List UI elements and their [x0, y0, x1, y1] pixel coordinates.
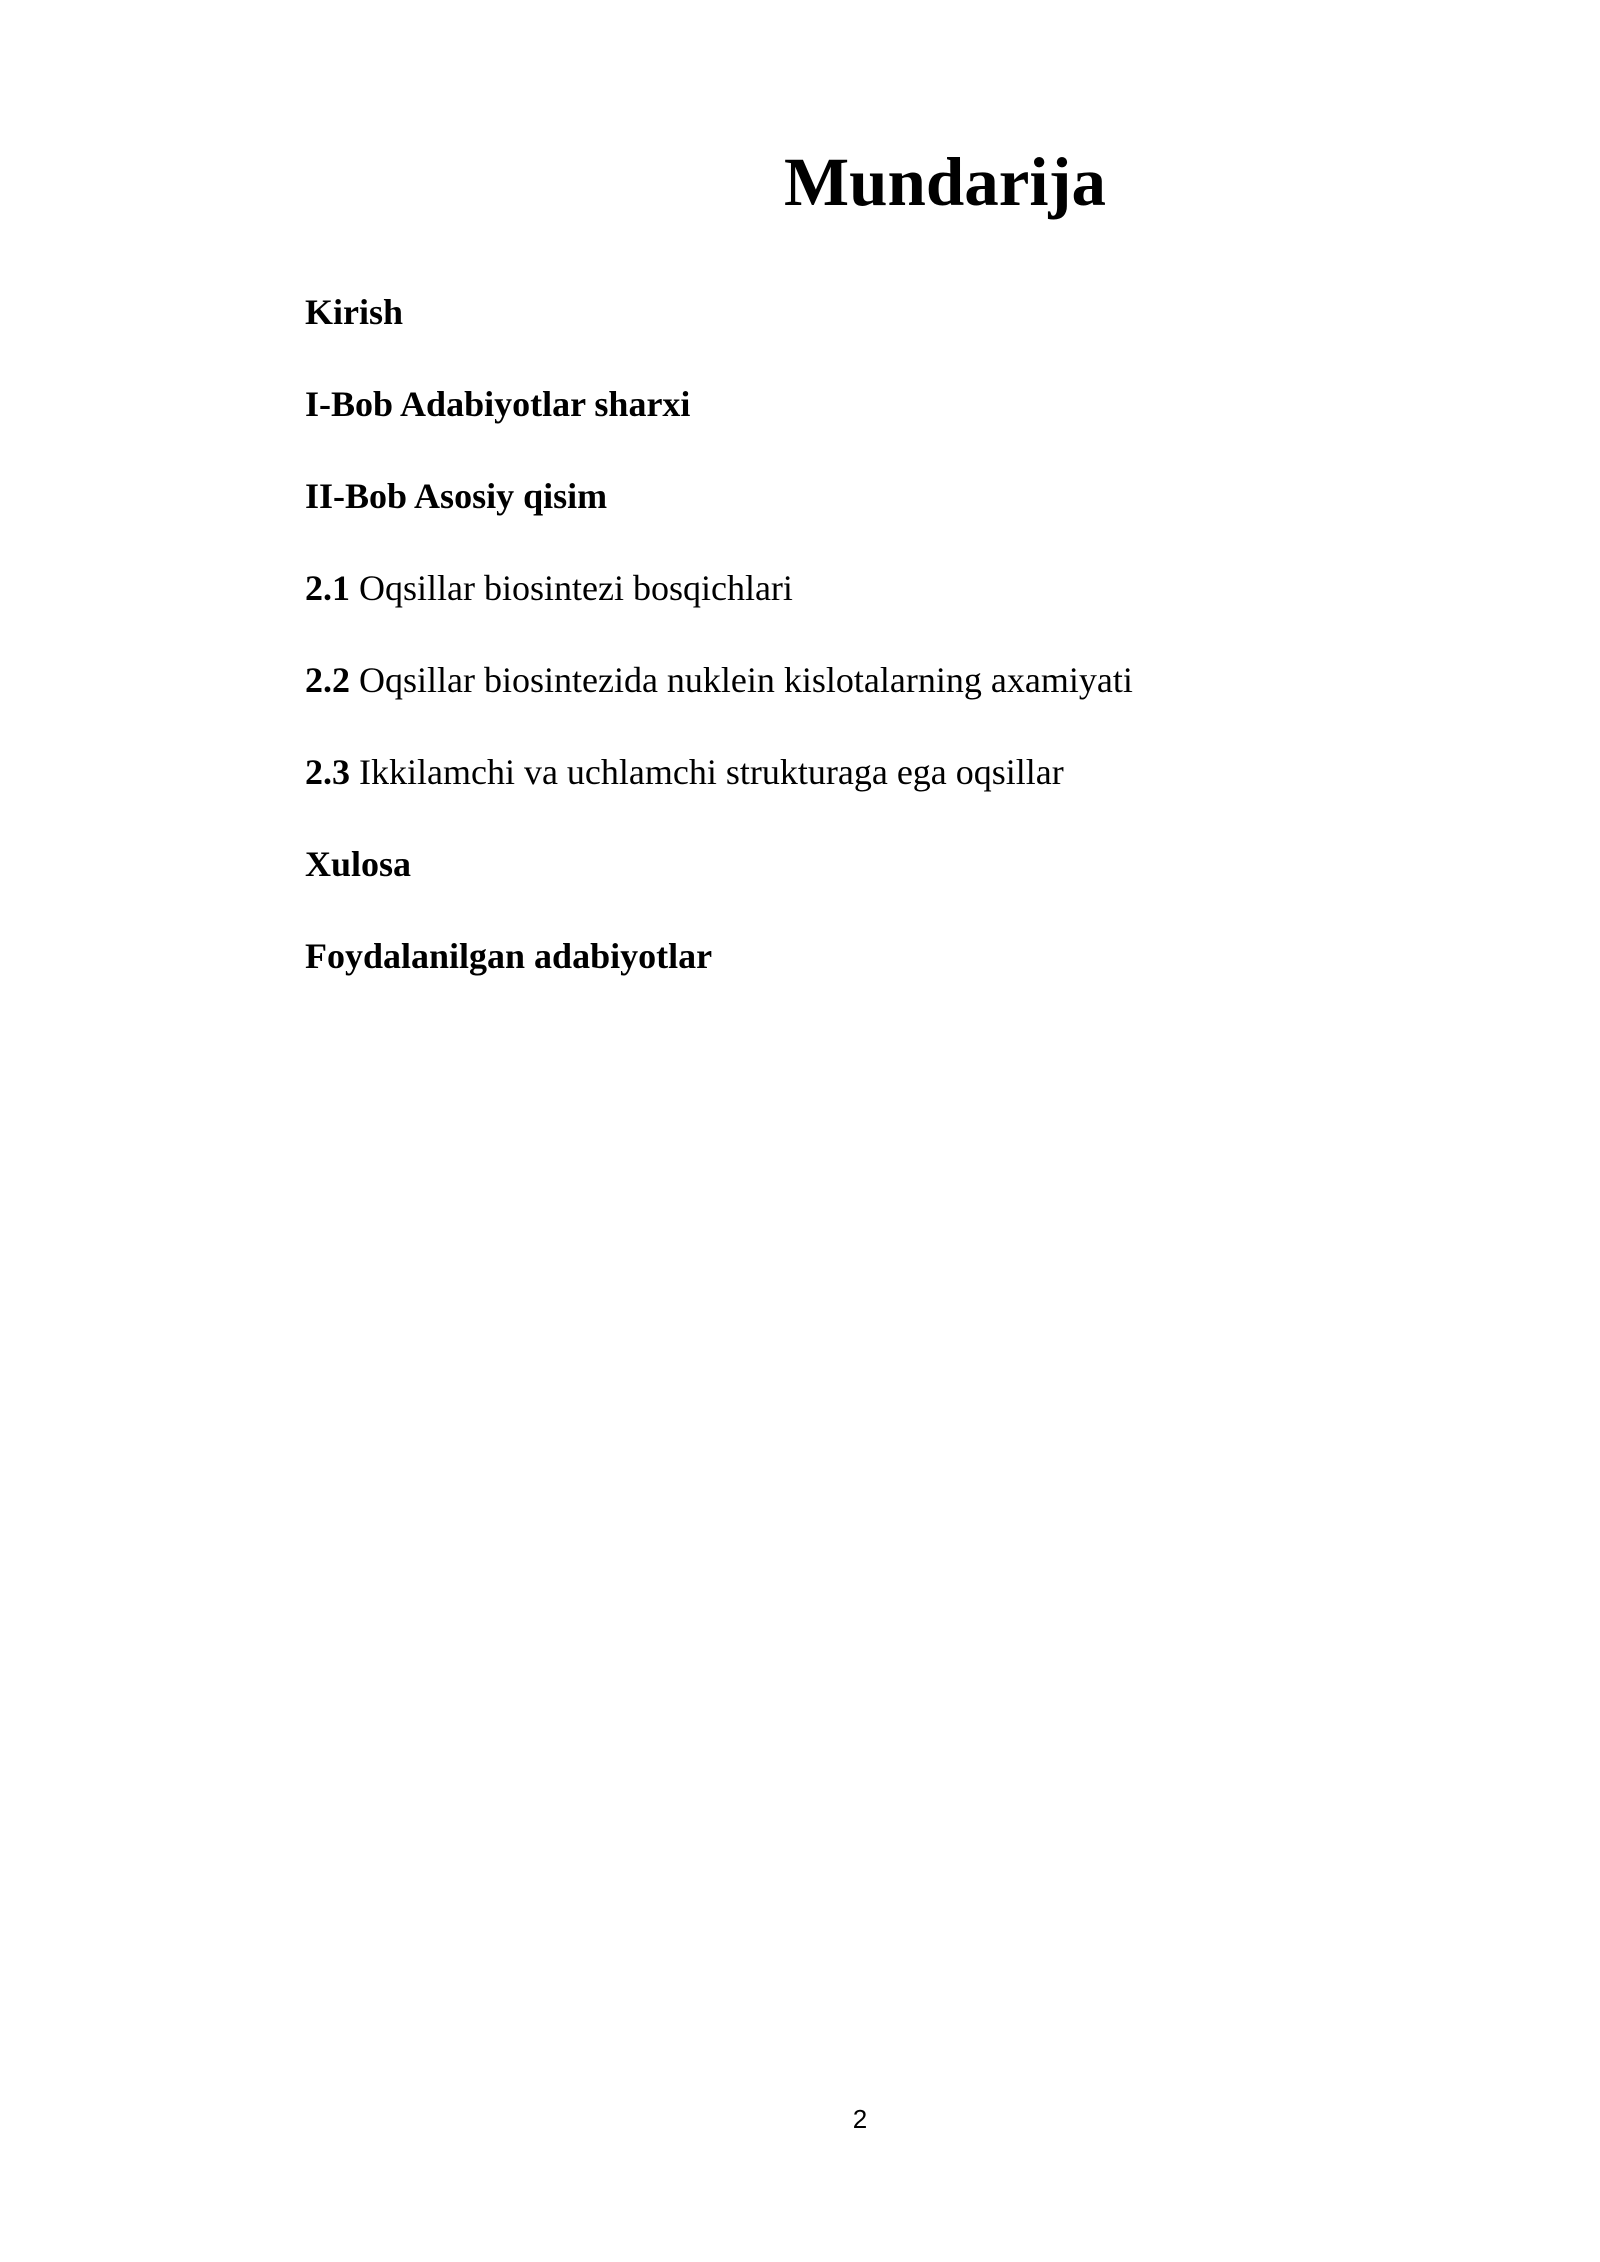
toc-item-references: [305, 936, 1133, 1028]
toc-item-label: Xulosa: [305, 844, 412, 884]
page-title: Mundarija: [783, 144, 1107, 220]
page-number: 2: [852, 2104, 868, 2134]
toc-item-xulosa: [305, 844, 1133, 936]
toc-section-number: 2.1: [305, 568, 350, 608]
toc-item-chapter-1: [305, 384, 1133, 476]
toc-item-label: Foydalanilgan adabiyotlar: [305, 936, 713, 976]
toc-item-section-2-3: [305, 752, 1133, 844]
toc-section-title: Oqsillar biosintezi bosqichlari: [350, 568, 793, 608]
toc-item-label: II-Bob Asosiy qisim: [305, 476, 608, 516]
toc-item-kirish: [305, 292, 1133, 384]
table-of-contents: [305, 292, 1133, 1028]
toc-item-label: Kirish: [305, 292, 404, 332]
toc-section-title: Oqsillar biosintezida nuklein kislotalarning axamiyati: [350, 660, 1133, 700]
toc-section-title: Ikkilamchi va uchlamchi strukturaga ega oqsillar: [350, 752, 1064, 792]
toc-section-number: 2.3: [305, 752, 350, 792]
toc-item-section-2-2: [305, 660, 1133, 752]
toc-item-chapter-2: [305, 476, 1133, 568]
toc-item-label: I-Bob Adabiyotlar sharxi: [305, 384, 691, 424]
toc-section-number: 2.2: [305, 660, 350, 700]
toc-item-section-2-1: [305, 568, 1133, 660]
